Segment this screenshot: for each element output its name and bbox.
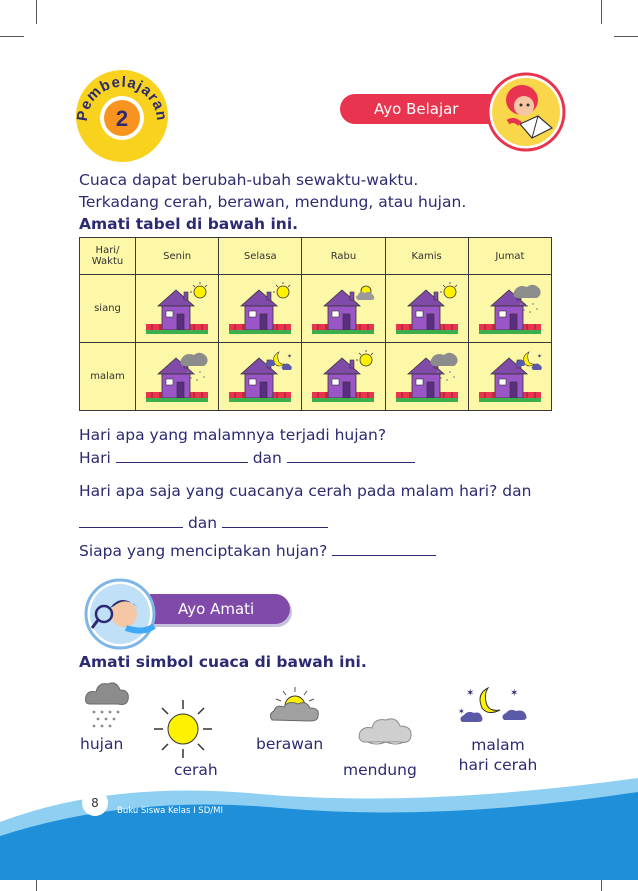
weather-cell [219,343,302,411]
answer-blank[interactable] [79,513,183,528]
intro-line-2: Terkadang cerah, berawan, mendung, atau hujan. [79,193,467,211]
weather-cell [302,275,385,343]
label-hujan: hujan [80,735,124,753]
label-malam-line2: hari cerah [458,756,538,774]
question-3: Siapa yang menciptakan hujan? [79,542,328,560]
row-label: siang [80,275,136,343]
corner-waktu: Waktu [91,256,124,267]
house-weather-icon [394,280,460,338]
label-berawan: berawan [256,735,324,753]
house-weather-icon [394,348,460,406]
answer-blank[interactable] [222,513,328,528]
day-header: Kamis [385,238,468,275]
badge-word-text: Pembelajaran [74,73,170,123]
label-mendung: mendung [343,761,417,779]
q2-and: dan [187,514,218,532]
corner-hari: Hari/ [95,245,120,256]
weather-cell [136,275,219,343]
overcast-cloud-icon [356,714,416,750]
weather-cell [302,343,385,411]
question-1: Hari apa yang malamnya terjadi hujan? [79,426,387,444]
book-title: Buku Siswa Kelas I SD/MI [117,806,223,816]
house-weather-icon [477,280,543,338]
moon-night-icon [454,684,534,724]
sun-icon [152,698,214,760]
weather-cell [468,343,551,411]
ayo-belajar-banner [340,94,500,124]
day-header: Jumat [468,238,551,275]
svg-text:✶: ✶ [458,707,465,716]
reading-girl-icon [486,72,566,152]
svg-text:✶: ✶ [466,688,475,699]
svg-text:✶: ✶ [536,352,542,360]
weather-table [79,237,552,411]
house-weather-icon [227,348,293,406]
q1-and: dan [252,449,282,467]
house-weather-icon [477,348,543,406]
pembelajaran-word [74,68,170,164]
question-2-answer-line [79,512,328,534]
question-1-answer-line [79,447,415,469]
day-header: Senin [136,238,219,275]
partly-cloudy-icon [266,686,324,724]
ayo-amati-banner [150,594,290,624]
answer-blank[interactable] [332,541,436,556]
house-weather-icon [144,280,210,338]
label-malam-line1: malam [471,736,525,754]
intro-line-3: Amati tabel di bawah ini. [79,215,299,233]
day-header: Rabu [302,238,385,275]
page-number: 8 [82,790,108,816]
amati-instruction: Amati simbol cuaca di bawah ini. [79,653,367,671]
observing-boy-icon [84,578,156,650]
ayo-belajar-label: Ayo Belajar [374,100,459,118]
house-weather-icon [227,280,293,338]
weather-cell [385,275,468,343]
label-malam-hari-cerah [455,735,541,775]
rain-cloud-icon [82,678,132,734]
weather-cell [468,275,551,343]
house-weather-icon [310,280,376,338]
weather-cell [219,275,302,343]
answer-blank[interactable] [116,448,248,463]
svg-text:✶: ✶ [287,352,293,360]
weather-cell [136,343,219,411]
table-corner [80,238,136,275]
question-3-line [79,540,436,562]
house-weather-icon [144,348,210,406]
q1-prefix: Hari [79,449,111,467]
badge-number: 2 [115,106,129,131]
weather-cell [385,343,468,411]
intro-line-1: Cuaca dapat berubah-ubah sewaktu-waktu. [79,171,419,189]
footer-wave [0,770,638,880]
svg-text:✶: ✶ [510,688,519,699]
label-cerah: cerah [174,761,218,779]
day-header: Selasa [219,238,302,275]
row-label: malam [80,343,136,411]
question-2: Hari apa saja yang cuacanya cerah pada malam hari? dan [79,482,532,500]
answer-blank[interactable] [287,448,415,463]
house-weather-icon [310,348,376,406]
ayo-amati-label: Ayo Amati [178,600,255,618]
